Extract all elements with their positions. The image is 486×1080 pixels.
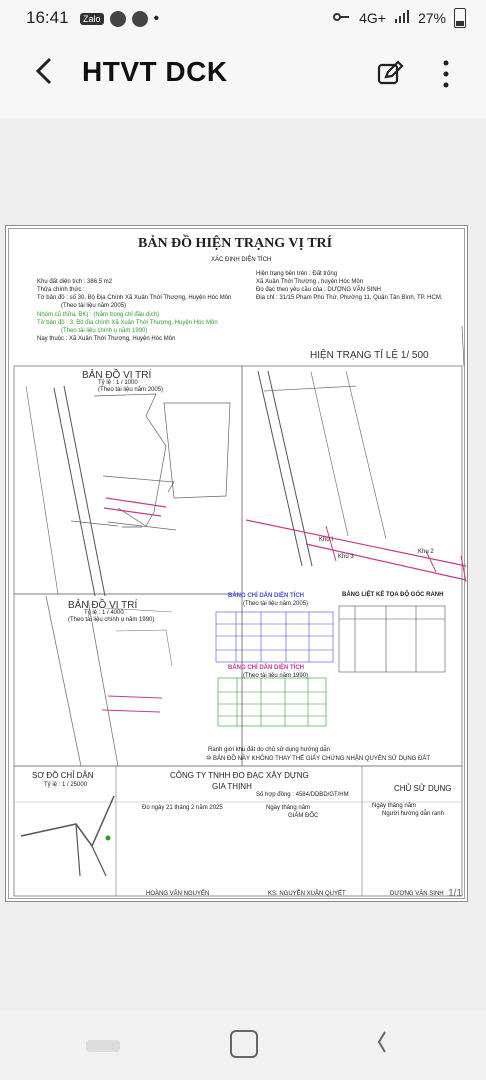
signer-left: HOÀNG VĂN NGUYÊN — [146, 891, 210, 897]
screen-title: HTVT DCK — [82, 56, 228, 87]
info-line: Nay thuộc : Xã Xuân Thới Thượng, Huyện Hóc Môn — [37, 336, 176, 342]
zalo-icon: Zalo — [80, 13, 104, 25]
network-type: 4G+ — [359, 10, 386, 26]
more-vert-icon[interactable] — [442, 58, 450, 90]
doc-subtitle: XÁC ĐỊNH DIỆN TÍCH — [211, 257, 272, 263]
legend-line: Ranh giới khu đất do chủ sử dụng hướng dẫn — [208, 747, 330, 753]
back-arrow-icon[interactable] — [30, 56, 60, 86]
map-scale-1-note: (Theo tài liệu năm 2005) — [98, 387, 164, 393]
info-line: Nhóm cũ thửa, BK) : (Nằm trong chỉ đầu dịch) — [37, 312, 160, 318]
signal-icon — [394, 10, 410, 27]
page-indicator: 1/1 — [448, 888, 462, 899]
system-navigation-bar — [0, 1010, 486, 1080]
info-line: Xã Xuân Thới Thượng , huyện Hóc Môn — [256, 279, 364, 285]
survey-map-document[interactable] — [5, 225, 468, 902]
company-line1: CÔNG TY TNHH ĐO ĐẠC XÂY DỰNG — [170, 771, 309, 780]
survey-map-drawing — [6, 226, 469, 903]
signer-middle: KS: NGUYỄN XUÂN QUYẾT — [268, 891, 346, 897]
notification-icons — [80, 10, 159, 28]
table2-note: (Theo tài liệu năm 1990) — [243, 673, 309, 679]
map-title-2: BẢN ĐỒ VỊ TRÍ — [68, 600, 138, 611]
coord-table-title: BẢNG LIỆT KÊ TỌA ĐỘ GÓC RANH — [342, 592, 444, 598]
info-line: (Theo tài liệu năm 2005) — [61, 303, 127, 309]
map-scale-2-note: (Theo tài liệu chính ụ năm 1990) — [68, 617, 155, 623]
battery-icon — [454, 8, 466, 28]
area-khu2: Khu 2 — [418, 549, 434, 555]
date-line: Đo ngày 21 tháng 2 năm 2025 — [142, 805, 223, 811]
area-khu1: Khu I — [319, 537, 334, 543]
info-line: Đo đạc theo yêu cầu của : DƯƠNG VĂN SINH — [256, 287, 381, 293]
nguoi-huong-dan: Người hướng dẫn ranh — [382, 811, 444, 817]
chu-su-dung: CHỦ SỬ DỤNG — [394, 784, 452, 793]
status-bar — [0, 0, 486, 36]
key-icon — [333, 10, 351, 27]
map-title-1: BẢN ĐỒ VỊ TRÍ — [82, 370, 152, 381]
table1-note: (Theo tài liệu năm 2005) — [243, 601, 309, 607]
doc-main-title: BẢN ĐỒ HIỆN TRẠNG VỊ TRÍ — [138, 236, 333, 251]
info-line: Địa chỉ : 31/15 Phạm Phú Thứ, Phường 11, Quận Tân Bình, TP. HCM. — [256, 295, 443, 301]
recent-apps-button[interactable] — [86, 1040, 120, 1052]
company-line2: GIA THỊNH — [212, 782, 252, 791]
ngay-thang-nam: Ngày tháng năm — [266, 805, 311, 811]
map-scale-1: Tỷ lệ : 1 / 1000 — [98, 380, 138, 386]
back-nav-icon[interactable] — [376, 1030, 388, 1054]
map-scale-label: HIỆN TRẠNG TỈ LỆ 1/ 500 — [310, 350, 429, 361]
area-khu3: Khu 3 — [338, 554, 354, 560]
app-bar — [0, 36, 486, 118]
info-line: Thửa chính thức : — [37, 287, 85, 293]
home-button[interactable] — [230, 1030, 258, 1058]
clock: 16:41 — [26, 8, 69, 27]
system-icons — [333, 8, 466, 28]
info-line: Hiện trạng bên trên : Đất trống — [256, 271, 338, 277]
contract-number: Số hợp đồng : 4584/DDBD/GT/HM — [256, 792, 349, 798]
ngay-thang-nam-2: Ngày tháng năm — [372, 803, 417, 809]
info-line: Khu đất diện tích : 386.5 m2 — [37, 279, 113, 285]
table1-title: BẢNG CHỈ DẪN DIỆN TÍCH — [228, 593, 304, 599]
info-line: (Theo tài liệu chính ụ năm 1990) — [61, 328, 148, 334]
battery-percent: 27% — [417, 10, 446, 26]
more-notifications-icon: • — [153, 10, 160, 27]
map-scale-2: Tỷ lệ : 1 / 4000 — [84, 610, 124, 616]
signer-right: DƯƠNG VĂN SINH — [390, 891, 444, 897]
so-do-chi-dan: SƠ ĐỒ CHỈ DẪN — [32, 771, 94, 780]
facebook-icon — [110, 11, 126, 27]
so-do-scale: Tỷ lệ : 1 / 25000 — [44, 782, 88, 788]
table2-title: BẢNG CHỈ DẪN DIỆN TÍCH — [228, 665, 304, 671]
info-line: Tờ bản đồ : 3, Bộ địa chính Xã Xuân Thới Thượng, Huyện Hóc Môn — [37, 320, 218, 326]
note-line: ⑩ BẢN ĐỒ NÀY KHÔNG THAY THẾ GIẤY CHỨNG NHẬN QUYỀN SỬ DỤNG ĐẤT — [206, 756, 430, 762]
giam-doc-label: GIÁM ĐỐC — [288, 813, 319, 819]
info-line: Tờ bản đồ : số 30, Bộ Địa Chính Xã Xuân Thới Thượng, Huyện Hóc Môn — [37, 295, 232, 301]
facebook-icon — [132, 11, 148, 27]
edit-icon[interactable] — [376, 60, 404, 88]
